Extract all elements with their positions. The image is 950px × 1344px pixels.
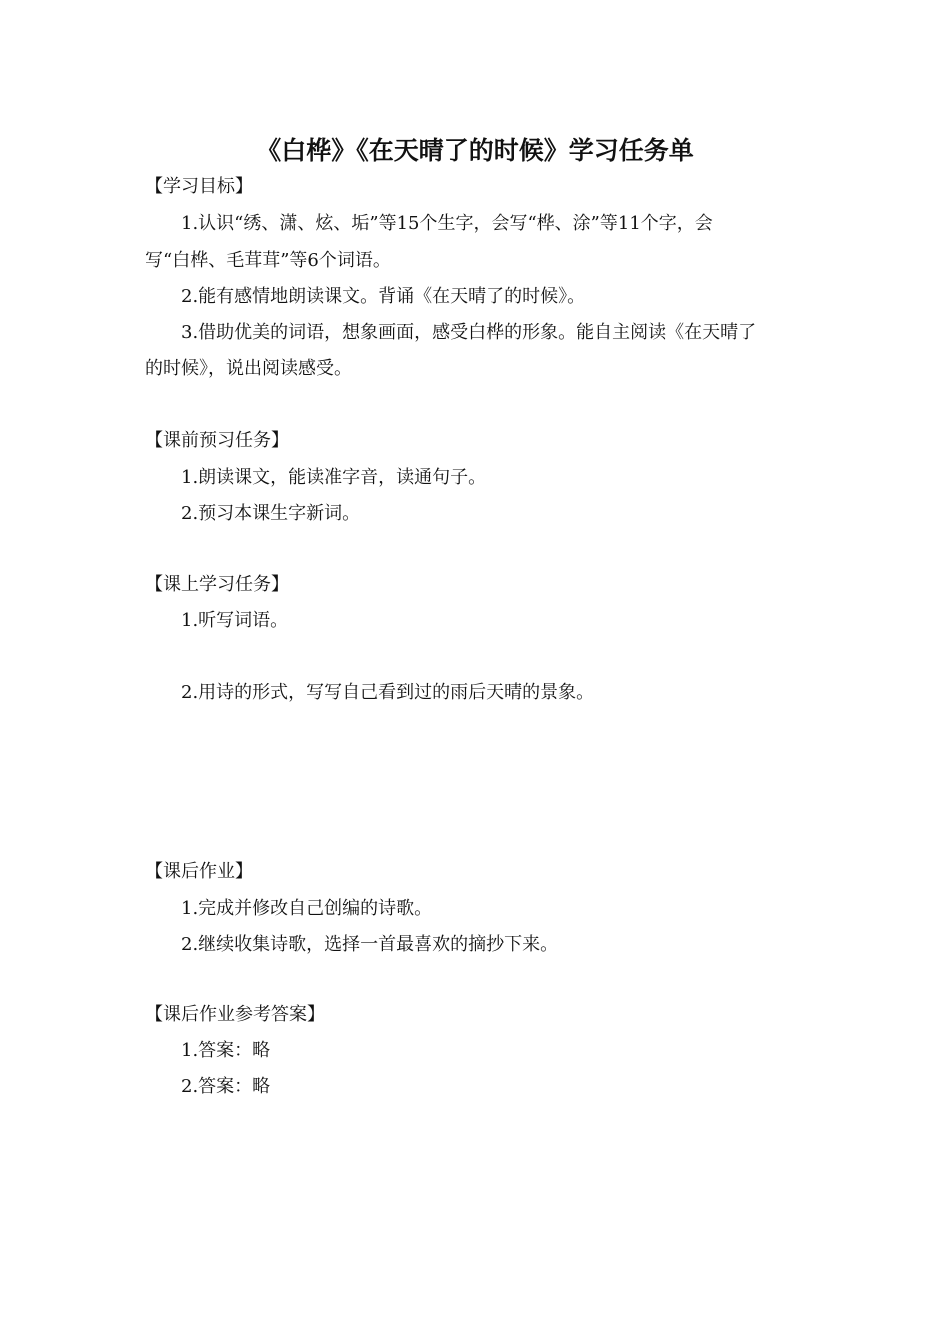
goal-item-1-line-2: 写“白桦、毛茸茸”等6个词语。 <box>145 250 391 271</box>
goal-item-2: 2.能有感情地朗读课文。背诵《在天晴了的时候》。 <box>181 286 586 307</box>
preview-item-2: 2.预习本课生字新词。 <box>181 503 361 524</box>
section-heading-goals: 【学习目标】 <box>145 176 253 197</box>
classwork-item-1: 1.听写词语。 <box>181 610 289 631</box>
section-heading-answers: 【课后作业参考答案】 <box>145 1004 325 1025</box>
goal-item-3-line-2: 的时候》，说出阅读感受。 <box>145 358 352 379</box>
preview-item-1: 1.朗读课文，能读准字音，读通句子。 <box>181 467 487 488</box>
answer-item-1: 1.答案：略 <box>181 1040 271 1061</box>
homework-item-2: 2.继续收集诗歌，选择一首最喜欢的摘抄下来。 <box>181 934 559 955</box>
homework-item-1: 1.完成并修改自己创编的诗歌。 <box>181 898 433 919</box>
section-heading-homework: 【课后作业】 <box>145 861 253 882</box>
section-heading-preview: 【课前预习任务】 <box>145 430 289 451</box>
answer-item-2: 2.答案：略 <box>181 1076 271 1097</box>
goal-item-3-line-1: 3.借助优美的词语，想象画面，感受白桦的形象。能自主阅读《在天晴了 <box>181 322 757 343</box>
goal-item-1-line-1: 1.认识“绣、潇、炫、垢”等15个生字，会写“桦、涂”等11个字，会 <box>181 213 713 234</box>
classwork-item-2: 2.用诗的形式，写写自己看到过的雨后天晴的景象。 <box>181 682 595 703</box>
section-heading-classwork: 【课上学习任务】 <box>145 574 289 595</box>
document-title: 《白桦》《在天晴了的时候》学习任务单 <box>256 136 694 165</box>
